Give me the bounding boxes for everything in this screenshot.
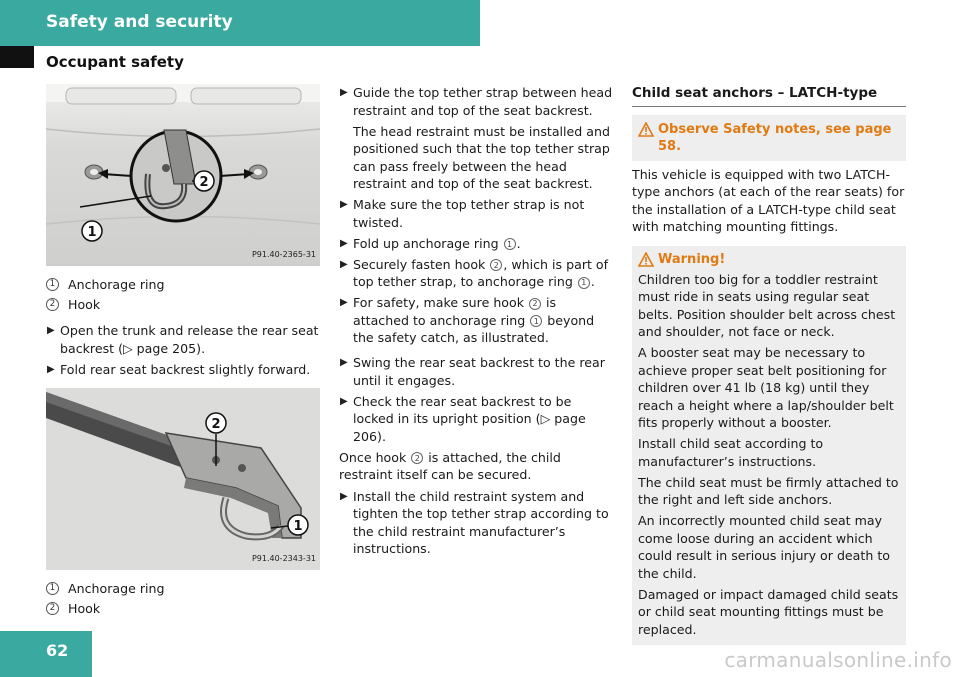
step-text: beyond the safety catch, as illustrated.: [353, 312, 595, 345]
ref-number: 2: [490, 259, 502, 271]
anchorage-illustration: [46, 84, 320, 266]
warning-paragraph: Children too big for a toddler restraint must ride in seats using regular seat belts. Position shoulder belt across chest and shoulder, not face or neck.: [638, 271, 896, 339]
instruction-step: [339, 488, 616, 558]
instruction-step: [46, 322, 320, 357]
ref-number: 1: [504, 238, 516, 250]
step-text: is attached to anchorage ring: [353, 295, 557, 328]
step-text: Fold rear seat backrest slightly forward.: [60, 361, 311, 377]
chapter-title: Safety and security: [46, 12, 233, 32]
page-number: 62: [46, 641, 69, 660]
section-marker: [0, 46, 34, 68]
step-text: .: [590, 274, 595, 289]
legend-number: 1: [46, 582, 59, 595]
warning-paragraph: A booster seat may be necessary to achieve proper seat belt positioning for children over 41 lb (18 kg) until they reach a height where a lap/shoulder belt fits properly without a booster.: [638, 345, 894, 430]
legend-label: Hook: [68, 601, 101, 616]
arrow-bullet-icon: ▶: [340, 395, 348, 407]
step-text: For safety, make sure hook: [353, 295, 524, 310]
step-text: , which is part of top tether strap, to anchorage ring: [353, 256, 609, 289]
arrow-bullet-icon: ▶: [340, 87, 348, 98]
figure1-code: P91.40-2365-31: [251, 249, 316, 259]
figure-hook-detail: [46, 388, 320, 570]
arrow-bullet-icon: ▶: [340, 258, 348, 270]
step-text: .: [516, 235, 521, 251]
legend-number: 2: [46, 602, 59, 615]
step-text: Check the rear seat backrest to be locked in its upright position (▷ page 206).: [353, 393, 586, 444]
column-left: [46, 84, 320, 619]
instruction-step: [46, 361, 320, 379]
instruction-step: [339, 256, 616, 291]
step-text: Install the child restraint system and tighten the top tether strap according to the child restraint manufacturer’s instructions.: [353, 488, 609, 556]
figure-anchorage-ring: [46, 84, 320, 266]
instruction-step: [339, 354, 616, 389]
arrow-bullet-icon: ▶: [47, 325, 55, 336]
warning-box: [632, 246, 906, 645]
warning-paragraph: An incorrectly mounted child seat may come loose during an accident which could result in serious injury or death to the child.: [638, 513, 890, 581]
legend-item: [46, 274, 320, 295]
warning-paragraph: Install child seat according to manufacturer’s instructions.: [638, 436, 824, 469]
ref-number: 2: [529, 298, 541, 310]
instruction-step: [339, 84, 616, 119]
ref-number: 1: [578, 277, 590, 289]
warning-paragraph: Damaged or impact damaged child seats or child seat mounting fittings must be replaced.: [638, 586, 899, 637]
hook-illustration: [46, 388, 320, 570]
column-middle: [339, 84, 616, 561]
safety-note-box: [632, 115, 906, 161]
latch-heading: Child seat anchors – LATCH-type: [632, 85, 906, 107]
ref-number: 2: [411, 452, 423, 464]
instruction-step: [339, 196, 616, 231]
step-text: Securely fasten hook: [353, 256, 486, 272]
legend-item: [46, 578, 320, 599]
watermark: carmanualsonline.info: [724, 648, 952, 672]
para-text: Once hook: [339, 449, 407, 465]
figure2-legend: [46, 578, 320, 619]
step-text: Swing the rear seat backrest to the rear until it engages.: [353, 355, 605, 388]
safety-note-link[interactable]: Observe Safety notes, see page 58.: [658, 121, 892, 154]
section-title: Occupant safety: [46, 53, 184, 71]
arrow-bullet-icon: ▶: [340, 490, 348, 502]
figure1-callout-2: 2: [199, 175, 209, 190]
legend-number: 2: [46, 298, 59, 311]
warning-triangle-icon: [638, 122, 654, 137]
legend-number: 1: [46, 278, 59, 291]
step-text: Open the trunk and release the rear seat backrest (▷ page 205).: [60, 323, 319, 356]
legend-label: Anchorage ring: [68, 580, 165, 596]
figure1-legend: [46, 274, 320, 315]
legend-item: [46, 295, 320, 316]
arrow-bullet-icon: ▶: [340, 237, 348, 249]
arrow-bullet-icon: ▶: [340, 199, 348, 210]
step-text: Make sure the top tether strap is not twisted.: [353, 197, 585, 230]
arrow-bullet-icon: ▶: [47, 363, 55, 375]
figure2-callout-2: 2: [211, 417, 221, 432]
para-text: is attached, the child restraint itself can be secured.: [339, 449, 561, 482]
column-right: [632, 84, 906, 645]
arrow-bullet-icon: ▶: [340, 297, 348, 308]
legend-label: Anchorage ring: [68, 276, 165, 292]
instruction-step: [339, 235, 616, 253]
warning-triangle-icon: [638, 252, 654, 267]
figure1-callout-1: 1: [87, 225, 97, 240]
legend-item: [46, 599, 320, 620]
warning-title: Warning!: [658, 251, 726, 267]
latch-intro: This vehicle is equipped with two LATCH-type anchors (at each of the rear seats) for the installation of a LATCH-type child seat with matching mounting fittings.: [632, 166, 905, 234]
instruction-step: [339, 393, 616, 446]
legend-label: Hook: [68, 297, 101, 312]
warning-paragraph: The child seat must be firmly attached to the right and left side anchors.: [638, 474, 899, 507]
step-note: The head restraint must be installed and positioned such that the top tether strap can pass freely between the head restraint and top of the seat backrest.: [353, 123, 610, 191]
figure2-callout-1: 1: [293, 519, 303, 534]
arrow-bullet-icon: ▶: [340, 357, 348, 368]
step-text: Fold up anchorage ring: [353, 235, 499, 251]
ref-number: 1: [530, 315, 542, 327]
paragraph: [339, 449, 616, 484]
step-text: Guide the top tether strap between head restraint and top of the seat backrest.: [353, 85, 613, 118]
instruction-step: [339, 294, 616, 347]
figure2-code: P91.40-2343-31: [251, 553, 316, 563]
